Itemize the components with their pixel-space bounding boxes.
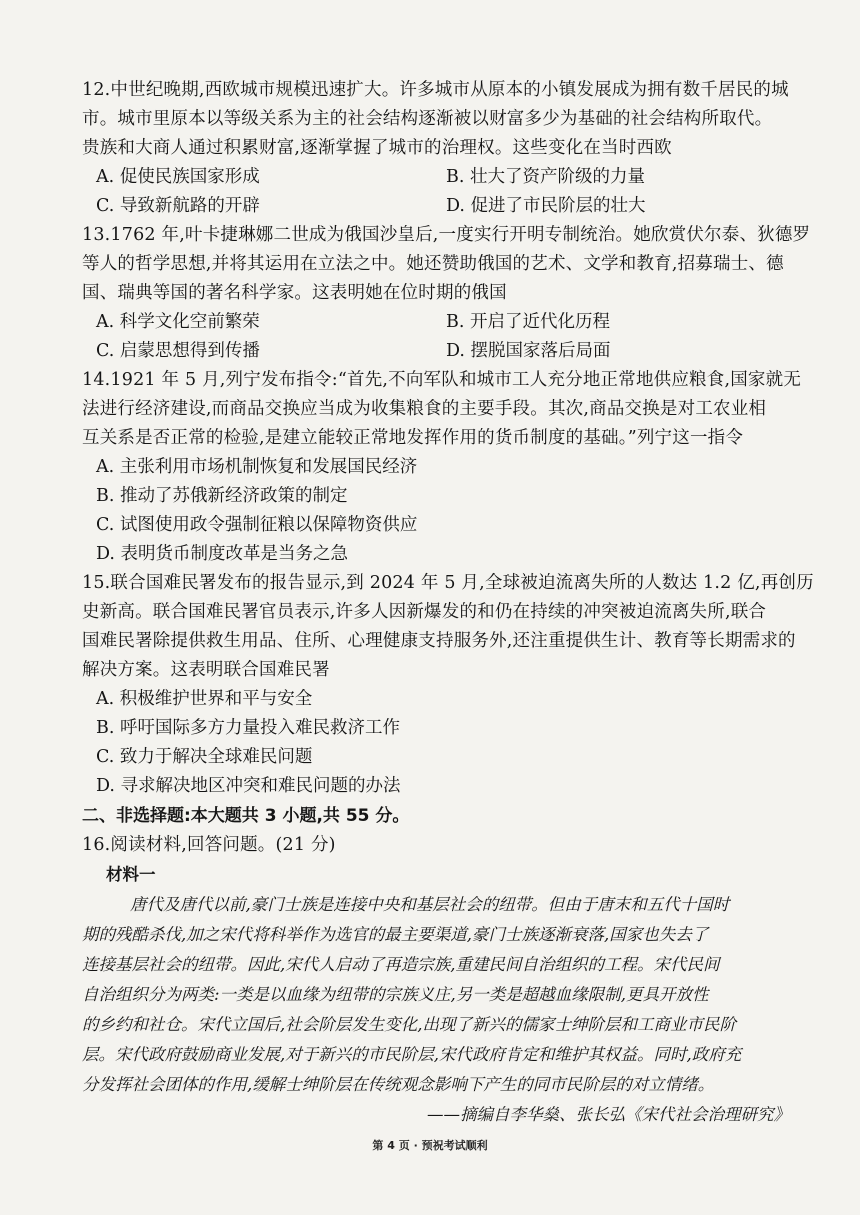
question-12-options-row (82, 163, 796, 192)
question-13 (82, 221, 811, 366)
question-13-stem-line: 国、瑞典等国的著名科学家。这表明她在位时期的俄国 (82, 283, 507, 303)
question-15-stem-line: 解决方案。这表明联合国难民署 (82, 660, 330, 680)
material-1-line: 期的残酷杀伐,加之宋代将科举作为选官的最主要渠道,豪门士族逐渐衰落,国家也失去了 (82, 925, 709, 944)
question-12-option-d: D. 促进了市民阶层的壮大 (446, 196, 646, 216)
question-16-prompt: 16.阅读材料,回答问题。(21 分) (82, 835, 336, 855)
question-14-stem-line: 互关系是否正常的检验,是建立能较正常地发挥作用的货币制度的基础。”列宁这一指令 (82, 428, 744, 448)
question-12-option-b: B. 壮大了资产阶级的力量 (446, 167, 645, 187)
question-15 (82, 569, 814, 801)
question-12-stem-line: 市。城市里原本以等级关系为主的社会结构逐渐被以财富多少为基础的社会结构所取代。 (82, 109, 773, 129)
question-12-option-a: A. 促使民族国家形成 (96, 167, 260, 187)
question-16 (82, 831, 796, 1130)
material-1-line: 的乡约和社仓。宋代立国后,社会阶层发生变化,出现了新兴的儒家士绅阶层和工商业市民阶 (82, 1015, 736, 1034)
question-15-option-b: B. 呼吁国际多方力量投入难民救济工作 (96, 718, 400, 738)
material-1-source: ——摘编自李华燊、张长弘《宋代社会治理研究》 (427, 1105, 790, 1124)
section-2-heading: 二、非选择题:本大题共 3 小题,共 55 分。 (82, 806, 410, 826)
material-1-line: 自治组织分为两类:一类是以血缘为纽带的宗族义庄,另一类是超越血缘限制,更具开放性 (82, 985, 709, 1004)
question-13-options-row (82, 308, 796, 337)
question-13-stem-line: 等人的哲学思想,并将其运用在立法之中。她还赞助俄国的艺术、文学和教育,招募瑞士、德 (82, 254, 784, 274)
material-1-line: 唐代及唐代以前,豪门士族是连接中央和基层社会的纽带。但由于唐末和五代十国时 (130, 895, 730, 914)
question-13-option-b: B. 开启了近代化历程 (446, 312, 610, 332)
question-15-stem-line: 国难民署除提供救生用品、住所、心理健康支持服务外,还注重提供生计、教育等长期需求的 (82, 631, 796, 651)
question-15-option-a: A. 积极维护世界和平与安全 (96, 689, 313, 709)
question-12-stem-line: 12.中世纪晚期,西欧城市规模迅速扩大。许多城市从原本的小镇发展成为拥有数千居民的城 (82, 80, 789, 100)
material-1-heading: 材料一 (106, 865, 156, 884)
question-13-stem-line: 13.1762 年,叶卡捷琳娜二世成为俄国沙皇后,一度实行开明专制统治。她欣赏伏尔泰、狄德罗 (82, 225, 811, 245)
question-14-option-a: A. 主张利用市场机制恢复和发展国民经济 (96, 457, 418, 477)
question-14-option-c: C. 试图使用政令强制征粮以保障物资供应 (96, 515, 418, 535)
question-12-stem-line: 贵族和大商人通过积累财富,逐渐掌握了城市的治理权。这些变化在当时西欧 (82, 138, 672, 158)
question-15-option-d: D. 寻求解决地区冲突和难民问题的办法 (96, 776, 401, 796)
material-1-line: 层。宋代政府鼓励商业发展,对于新兴的市民阶层,宋代政府肯定和维护其权益。同时,政府充 (82, 1045, 742, 1064)
question-14-option-b: B. 推动了苏俄新经济政策的制定 (96, 486, 348, 506)
question-13-options-row (82, 337, 796, 366)
material-1-line: 分发挥社会团体的作用,缓解士绅阶层在传统观念影响下产生的同市民阶层的对立情绪。 (82, 1075, 715, 1094)
question-15-stem-line: 史新高。联合国难民署官员表示,许多人因新爆发的和仍在持续的冲突被迫流离失所,联合 (82, 602, 767, 622)
question-13-option-a: A. 科学文化空前繁荣 (96, 312, 260, 332)
question-14-stem-line: 14.1921 年 5 月,列宁发布指令:“首先,不向军队和城市工人充分地正常地供应粮食,国家就无 (82, 370, 802, 390)
question-14-option-d: D. 表明货币制度改革是当务之急 (96, 544, 349, 564)
question-14 (82, 366, 802, 569)
question-13-option-d: D. 摆脱国家落后局面 (446, 341, 611, 361)
material-1-line: 连接基层社会的纽带。因此,宋代人启动了再造宗族,重建民间自治组织的工程。宋代民间 (82, 955, 720, 974)
question-12-option-c: C. 导致新航路的开辟 (96, 196, 260, 216)
page-footer: 第 4 页 · 预祝考试顺利 (372, 1139, 488, 1152)
question-12 (82, 76, 796, 221)
question-15-stem-line: 15.联合国难民署发布的报告显示,到 2024 年 5 月,全球被迫流离失所的人数达 1.2 亿,再创历 (82, 573, 814, 593)
question-14-stem-line: 法进行经济建设,而商品交换应当成为收集粮食的主要手段。其次,商品交换是对工农业相 (82, 399, 767, 419)
question-13-option-c: C. 启蒙思想得到传播 (96, 341, 260, 361)
question-15-option-c: C. 致力于解决全球难民问题 (96, 747, 313, 767)
question-12-options-row (82, 192, 796, 221)
